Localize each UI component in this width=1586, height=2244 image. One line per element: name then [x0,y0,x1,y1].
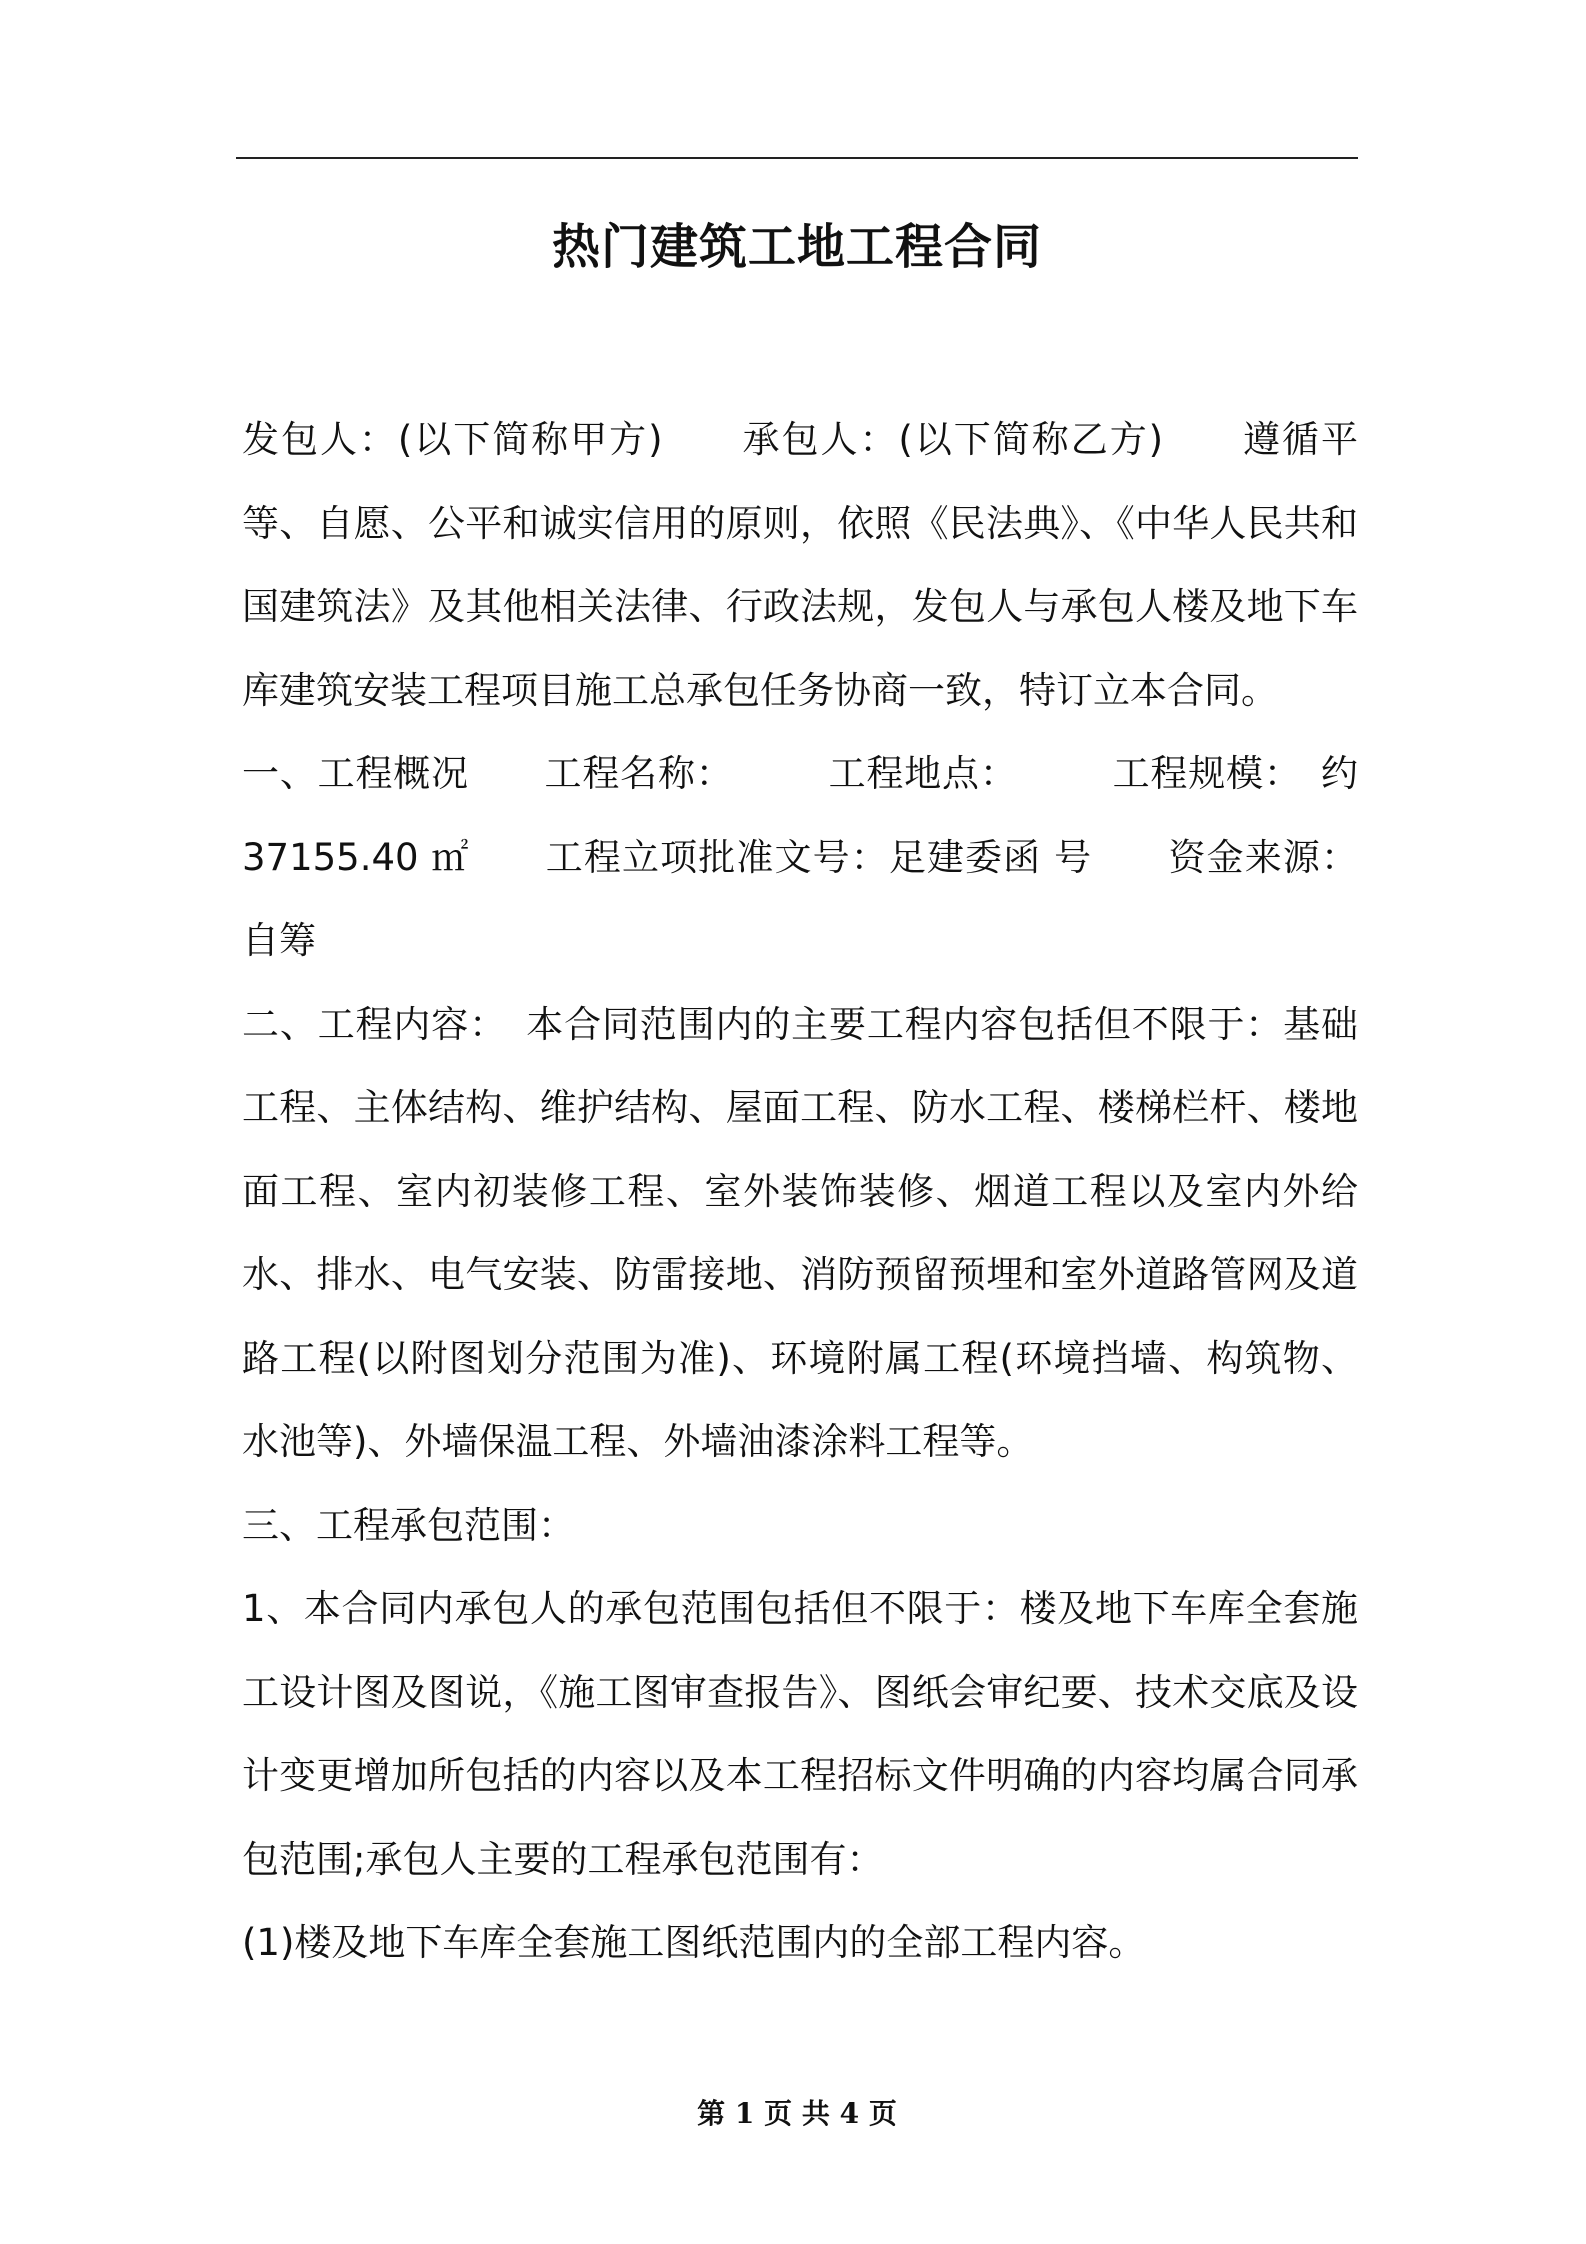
paragraph-parties: 发包人：(以下简称甲方) 承包人：(以下简称乙方) 遵循平等、自愿、公平和诚实信用的原则，依照《民法典》、《中华人民共和国建筑法》及其他相关法律、行政法规，发包人与承包人楼及地下车库建筑安装工程项目施工总承包任务协商一致，特订立本合同。 [242,418,1358,712]
document-body [242,398,1358,1985]
page-footer: 第 1 页 共 4 页 [697,2097,897,2130]
document-title: 热门建筑工地工程合同 [551,219,1042,275]
paragraph-scope-subitem-1: (1)楼及地下车库全套施工图纸范围内的全部工程内容。 [242,1921,1146,1964]
paragraph-project-overview: 一、工程概况 工程名称： 工程地点： 工程规模： 约37155.40 ㎡ 工程立项批准文号：足建委函 号 资金来源：自筹 [242,752,1358,962]
section-heading-scope: 三、工程承包范围： [242,1503,575,1547]
header-rule [236,157,1358,159]
paragraph-scope-item-1: 1、本合同内承包人的承包范围包括但不限于：楼及地下车库全套施工设计图及图说，《施工图审查报告》、图纸会审纪要、技术交底及设计变更增加所包括的内容以及本工程招标文件明确的内容均属合同承包范围;承包人主要的工程承包范围有： [242,1587,1358,1881]
paragraph-project-content: 二、工程内容： 本合同范围内的主要工程内容包括但不限于：基础工程、主体结构、维护结构、屋面工程、防水工程、楼梯栏杆、楼地面工程、室内初装修工程、室外装饰装修、烟道工程以及室内外给水、排水、电气安装、防雷接地、消防预留预埋和室外道路管网及道路工程(以附图划分范围为准)、环境附属工程(环境挡墙、构筑物、水池等)、外墙保温工程、外墙油漆涂料工程等。 [242,1002,1358,1463]
